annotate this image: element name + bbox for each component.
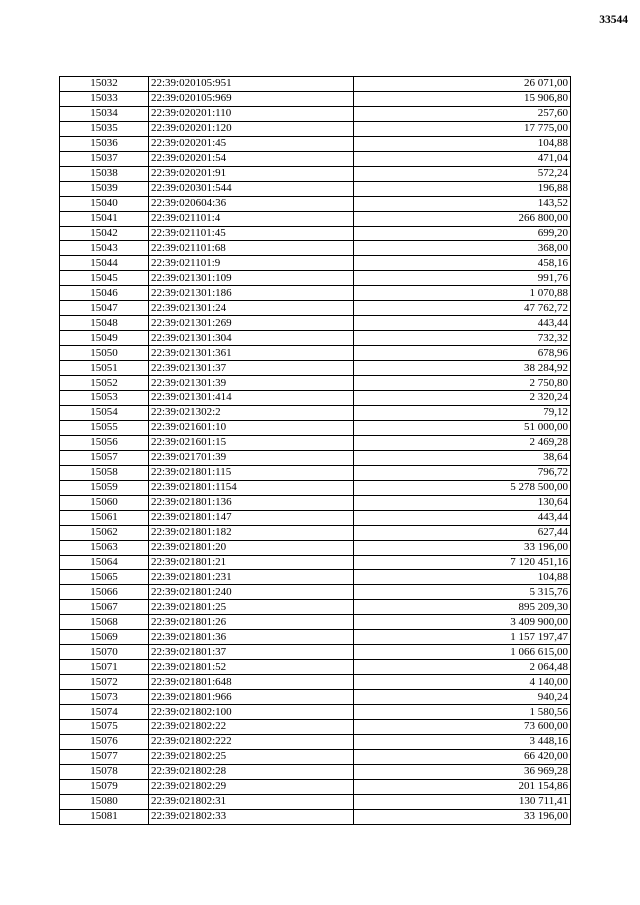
table-row <box>60 226 571 241</box>
table-row <box>60 585 571 600</box>
value-cell: 1 066 615,00 <box>354 645 571 660</box>
table-row <box>60 615 571 630</box>
row-number-cell: 15062 <box>60 525 149 540</box>
table-row <box>60 525 571 540</box>
row-number-cell: 15060 <box>60 495 149 510</box>
value-cell: 33 196,00 <box>354 540 571 555</box>
value-cell: 627,44 <box>354 525 571 540</box>
value-cell: 458,16 <box>354 256 571 271</box>
cadastral-number-cell: 22:39:021301:304 <box>149 331 354 346</box>
row-number-cell: 15035 <box>60 121 149 136</box>
table-row <box>60 734 571 749</box>
value-cell: 143,52 <box>354 196 571 211</box>
row-number-cell: 15048 <box>60 316 149 331</box>
row-number-cell: 15047 <box>60 301 149 316</box>
row-number-cell: 15077 <box>60 749 149 764</box>
row-number-cell: 15055 <box>60 420 149 435</box>
value-cell: 51 000,00 <box>354 420 571 435</box>
page-number: 33544 <box>599 14 628 26</box>
row-number-cell: 15041 <box>60 211 149 226</box>
cadastral-number-cell: 22:39:021802:31 <box>149 794 354 809</box>
cadastral-number-cell: 22:39:020105:969 <box>149 91 354 106</box>
row-number-cell: 15034 <box>60 106 149 121</box>
cadastral-number-cell: 22:39:021801:21 <box>149 555 354 570</box>
value-cell: 5 278 500,00 <box>354 480 571 495</box>
cadastral-number-cell: 22:39:021801:115 <box>149 465 354 480</box>
table-row <box>60 779 571 794</box>
row-number-cell: 15056 <box>60 435 149 450</box>
row-number-cell: 15045 <box>60 271 149 286</box>
row-number-cell: 15043 <box>60 241 149 256</box>
cadastral-number-cell: 22:39:021801:25 <box>149 600 354 615</box>
row-number-cell: 15070 <box>60 645 149 660</box>
table-row <box>60 211 571 226</box>
table-row <box>60 121 571 136</box>
table-row <box>60 570 571 585</box>
value-cell: 4 140,00 <box>354 675 571 690</box>
value-cell: 130,64 <box>354 495 571 510</box>
cadastral-number-cell: 22:39:021801:240 <box>149 585 354 600</box>
cadastral-number-cell: 22:39:020201:54 <box>149 151 354 166</box>
value-cell: 732,32 <box>354 331 571 346</box>
table-row <box>60 181 571 196</box>
cadastral-number-cell: 22:39:021302:2 <box>149 405 354 420</box>
data-table <box>59 76 571 825</box>
cadastral-number-cell: 22:39:021801:231 <box>149 570 354 585</box>
value-cell: 26 071,00 <box>354 77 571 92</box>
row-number-cell: 15053 <box>60 391 149 406</box>
value-cell: 991,76 <box>354 271 571 286</box>
row-number-cell: 15049 <box>60 331 149 346</box>
value-cell: 443,44 <box>354 316 571 331</box>
row-number-cell: 15081 <box>60 809 149 824</box>
table-row <box>60 675 571 690</box>
value-cell: 443,44 <box>354 510 571 525</box>
row-number-cell: 15051 <box>60 361 149 376</box>
table-row <box>60 764 571 779</box>
row-number-cell: 15072 <box>60 675 149 690</box>
table-row <box>60 809 571 824</box>
value-cell: 104,88 <box>354 136 571 151</box>
value-cell: 3 409 900,00 <box>354 615 571 630</box>
cadastral-number-cell: 22:39:020201:110 <box>149 106 354 121</box>
cadastral-number-cell: 22:39:021801:966 <box>149 690 354 705</box>
row-number-cell: 15036 <box>60 136 149 151</box>
value-cell: 7 120 451,16 <box>354 555 571 570</box>
row-number-cell: 15064 <box>60 555 149 570</box>
table-row <box>60 271 571 286</box>
row-number-cell: 15063 <box>60 540 149 555</box>
cadastral-number-cell: 22:39:021802:22 <box>149 719 354 734</box>
cadastral-number-cell: 22:39:021301:109 <box>149 271 354 286</box>
value-cell: 47 762,72 <box>354 301 571 316</box>
value-cell: 2 750,80 <box>354 376 571 391</box>
row-number-cell: 15071 <box>60 660 149 675</box>
value-cell: 2 064,48 <box>354 660 571 675</box>
table-row <box>60 405 571 420</box>
value-cell: 266 800,00 <box>354 211 571 226</box>
row-number-cell: 15046 <box>60 286 149 301</box>
value-cell: 3 448,16 <box>354 734 571 749</box>
cadastral-number-cell: 22:39:021301:37 <box>149 361 354 376</box>
table-row <box>60 794 571 809</box>
row-number-cell: 15042 <box>60 226 149 241</box>
value-cell: 79,12 <box>354 405 571 420</box>
row-number-cell: 15065 <box>60 570 149 585</box>
value-cell: 201 154,86 <box>354 779 571 794</box>
cadastral-number-cell: 22:39:021801:1154 <box>149 480 354 495</box>
row-number-cell: 15079 <box>60 779 149 794</box>
table-row <box>60 749 571 764</box>
table-row <box>60 465 571 480</box>
row-number-cell: 15039 <box>60 181 149 196</box>
row-number-cell: 15069 <box>60 630 149 645</box>
value-cell: 940,24 <box>354 690 571 705</box>
cadastral-number-cell: 22:39:021101:45 <box>149 226 354 241</box>
cadastral-number-cell: 22:39:021101:9 <box>149 256 354 271</box>
table-row <box>60 540 571 555</box>
table-row <box>60 151 571 166</box>
row-number-cell: 15058 <box>60 465 149 480</box>
table-row <box>60 510 571 525</box>
value-cell: 678,96 <box>354 346 571 361</box>
cadastral-number-cell: 22:39:021802:100 <box>149 705 354 720</box>
value-cell: 33 196,00 <box>354 809 571 824</box>
cadastral-number-cell: 22:39:021301:361 <box>149 346 354 361</box>
value-cell: 1 580,56 <box>354 705 571 720</box>
value-cell: 196,88 <box>354 181 571 196</box>
table-row <box>60 301 571 316</box>
table-row <box>60 286 571 301</box>
table-row <box>60 256 571 271</box>
cadastral-number-cell: 22:39:021301:24 <box>149 301 354 316</box>
table-row <box>60 136 571 151</box>
row-number-cell: 15078 <box>60 764 149 779</box>
row-number-cell: 15054 <box>60 405 149 420</box>
cadastral-number-cell: 22:39:021802:29 <box>149 779 354 794</box>
table-row <box>60 391 571 406</box>
table-row <box>60 600 571 615</box>
cadastral-number-cell: 22:39:020604:36 <box>149 196 354 211</box>
table-row <box>60 166 571 181</box>
value-cell: 15 906,80 <box>354 91 571 106</box>
row-number-cell: 15061 <box>60 510 149 525</box>
cadastral-number-cell: 22:39:021802:28 <box>149 764 354 779</box>
table-row <box>60 660 571 675</box>
cadastral-number-cell: 22:39:021802:25 <box>149 749 354 764</box>
cadastral-number-cell: 22:39:021801:36 <box>149 630 354 645</box>
row-number-cell: 15057 <box>60 450 149 465</box>
row-number-cell: 15068 <box>60 615 149 630</box>
cadastral-number-cell: 22:39:021301:186 <box>149 286 354 301</box>
table-row <box>60 630 571 645</box>
value-cell: 368,00 <box>354 241 571 256</box>
value-cell: 104,88 <box>354 570 571 585</box>
table-row <box>60 719 571 734</box>
value-cell: 895 209,30 <box>354 600 571 615</box>
cadastral-number-cell: 22:39:020201:45 <box>149 136 354 151</box>
cadastral-number-cell: 22:39:021802:222 <box>149 734 354 749</box>
table-row <box>60 705 571 720</box>
value-cell: 1 157 197,47 <box>354 630 571 645</box>
cadastral-number-cell: 22:39:021802:33 <box>149 809 354 824</box>
table-row <box>60 435 571 450</box>
table-row <box>60 480 571 495</box>
cadastral-number-cell: 22:39:021801:52 <box>149 660 354 675</box>
row-number-cell: 15033 <box>60 91 149 106</box>
cadastral-number-cell: 22:39:020201:91 <box>149 166 354 181</box>
row-number-cell: 15032 <box>60 77 149 92</box>
cadastral-number-cell: 22:39:021701:39 <box>149 450 354 465</box>
table-row <box>60 495 571 510</box>
row-number-cell: 15044 <box>60 256 149 271</box>
value-cell: 699,20 <box>354 226 571 241</box>
row-number-cell: 15066 <box>60 585 149 600</box>
row-number-cell: 15075 <box>60 719 149 734</box>
row-number-cell: 15038 <box>60 166 149 181</box>
row-number-cell: 15080 <box>60 794 149 809</box>
cadastral-number-cell: 22:39:020201:120 <box>149 121 354 136</box>
cadastral-number-cell: 22:39:021801:37 <box>149 645 354 660</box>
cadastral-number-cell: 22:39:021801:20 <box>149 540 354 555</box>
cadastral-number-cell: 22:39:021801:26 <box>149 615 354 630</box>
cadastral-number-cell: 22:39:021301:39 <box>149 376 354 391</box>
value-cell: 572,24 <box>354 166 571 181</box>
cadastral-number-cell: 22:39:021801:147 <box>149 510 354 525</box>
value-cell: 17 775,00 <box>354 121 571 136</box>
cadastral-number-cell: 22:39:021101:68 <box>149 241 354 256</box>
row-number-cell: 15076 <box>60 734 149 749</box>
table-row <box>60 91 571 106</box>
table-body <box>60 77 571 825</box>
row-number-cell: 15073 <box>60 690 149 705</box>
value-cell: 38,64 <box>354 450 571 465</box>
cadastral-number-cell: 22:39:021801:182 <box>149 525 354 540</box>
value-cell: 66 420,00 <box>354 749 571 764</box>
row-number-cell: 15037 <box>60 151 149 166</box>
row-number-cell: 15040 <box>60 196 149 211</box>
cadastral-number-cell: 22:39:021601:15 <box>149 435 354 450</box>
row-number-cell: 15067 <box>60 600 149 615</box>
value-cell: 796,72 <box>354 465 571 480</box>
cadastral-number-cell: 22:39:020301:544 <box>149 181 354 196</box>
value-cell: 257,60 <box>354 106 571 121</box>
table-row <box>60 555 571 570</box>
row-number-cell: 15059 <box>60 480 149 495</box>
table-row <box>60 450 571 465</box>
value-cell: 36 969,28 <box>354 764 571 779</box>
value-cell: 1 070,88 <box>354 286 571 301</box>
table-row <box>60 316 571 331</box>
value-cell: 2 320,24 <box>354 391 571 406</box>
row-number-cell: 15052 <box>60 376 149 391</box>
value-cell: 38 284,92 <box>354 361 571 376</box>
cadastral-number-cell: 22:39:020105:951 <box>149 77 354 92</box>
table-row <box>60 106 571 121</box>
row-number-cell: 15074 <box>60 705 149 720</box>
table-row <box>60 196 571 211</box>
table-row <box>60 645 571 660</box>
value-cell: 5 315,76 <box>354 585 571 600</box>
value-cell: 471,04 <box>354 151 571 166</box>
value-cell: 2 469,28 <box>354 435 571 450</box>
table-row <box>60 331 571 346</box>
cadastral-number-cell: 22:39:021301:269 <box>149 316 354 331</box>
cadastral-number-cell: 22:39:021301:414 <box>149 391 354 406</box>
cadastral-number-cell: 22:39:021101:4 <box>149 211 354 226</box>
table-row <box>60 346 571 361</box>
cadastral-number-cell: 22:39:021801:136 <box>149 495 354 510</box>
table-row <box>60 77 571 92</box>
table-row <box>60 241 571 256</box>
row-number-cell: 15050 <box>60 346 149 361</box>
cadastral-number-cell: 22:39:021801:648 <box>149 675 354 690</box>
value-cell: 73 600,00 <box>354 719 571 734</box>
value-cell: 130 711,41 <box>354 794 571 809</box>
table-row <box>60 361 571 376</box>
table-row <box>60 376 571 391</box>
table-row <box>60 420 571 435</box>
cadastral-number-cell: 22:39:021601:10 <box>149 420 354 435</box>
table-row <box>60 690 571 705</box>
